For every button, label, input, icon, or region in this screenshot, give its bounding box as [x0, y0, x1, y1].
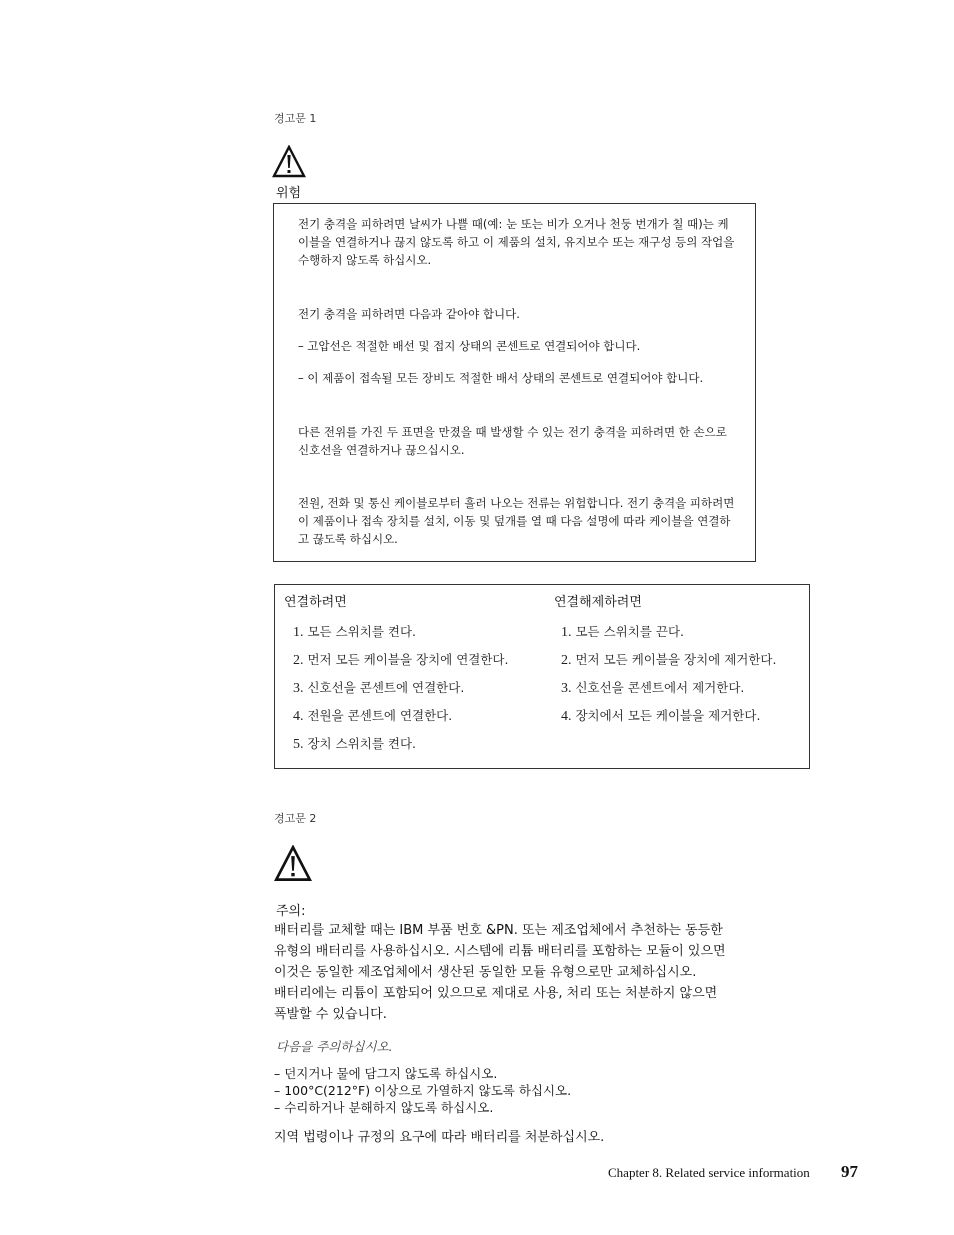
footer-chapter: Chapter 8. Related service information [608, 1165, 810, 1180]
warning-triangle-icon [274, 845, 312, 883]
connect-step: 2. 먼저 모든 케이블을 장치에 연결한다. [293, 652, 509, 668]
connect-step: 3. 신호선을 콘센트에 연결한다. [293, 680, 465, 696]
danger-paragraph: – 이 제품이 접속될 모든 장비도 적절한 배서 상태의 콘센트로 연결되어야 합니다. [298, 371, 704, 385]
danger-paragraph: – 고압선은 적절한 배선 및 접지 상태의 콘센트로 연결되어야 합니다. [298, 339, 641, 353]
connect-step: 5. 장치 스위치를 켠다. [293, 736, 417, 752]
danger-paragraph: 다른 전위를 가진 두 표면을 만졌을 때 발생할 수 있는 전기 충격을 피하려면 한 손으로 신호선을 연결하거나 끊으십시오. [298, 425, 727, 457]
danger-notice-box [273, 203, 756, 562]
caution-closing: 지역 법령이나 규정의 요구에 따라 배터리를 처분하십시오. [274, 1130, 605, 1145]
caution-item: – 100°C(212°F) 이상으로 가열하지 않도록 하십시오. [274, 1083, 572, 1098]
disconnect-heading: 연결해제하려면 [554, 595, 642, 610]
connect-step: 4. 전원을 콘센트에 연결한다. [293, 708, 453, 724]
disconnect-step: 3. 신호선을 콘센트에서 제거한다. [561, 680, 745, 696]
disconnect-step: 2. 먼저 모든 케이블을 장치에 제거한다. [561, 652, 777, 668]
caution-item: – 던지거나 물에 담그지 않도록 하십시오. [274, 1066, 498, 1081]
warning-triangle-icon [272, 145, 306, 179]
statement-2-label: 경고문 2 [274, 812, 317, 825]
caution-line: 유형의 배터리를 사용하십시오. 시스템에 리튬 배터리를 포함하는 모듈이 있으면 [274, 944, 726, 959]
danger-paragraph: 전기 충격을 피하려면 날씨가 나쁠 때(예: 눈 또는 비가 오거나 천둥 번개가 칠 때)는 케이블을 연결하거나 끊지 않도록 하고 이 제품의 설치, 유지보수 또는 재구성 등의 작업을 수행하지 않도록 하십시오. [298, 217, 735, 267]
caution-line: 이것은 동일한 제조업체에서 생산된 동일한 모듈 유형으로만 교체하십시오. [274, 965, 697, 980]
danger-paragraph: 전원, 전화 및 통신 케이블로부터 흘러 나오는 전류는 위험합니다. 전기 충격을 피하려면 이 제품이나 접속 장치를 설치, 이동 및 덮개를 열 때 다음 설명에 따라 케이블을 연결하고 끊도록 하십시오. [298, 496, 735, 546]
caution-item: – 수리하거나 분해하지 않도록 하십시오. [274, 1100, 494, 1115]
caution-line: 배터리에는 리튬이 포함되어 있으므로 제대로 사용, 처리 또는 처분하지 않으면 [274, 986, 718, 1001]
danger-paragraph: 전기 충격을 피하려면 다음과 같아야 합니다. [298, 307, 520, 321]
statement-1-label: 경고문 1 [274, 112, 317, 125]
caution-heading: 주의: [276, 904, 306, 919]
connect-heading: 연결하려면 [284, 595, 347, 610]
caution-line: 폭발할 수 있습니다. [274, 1007, 387, 1022]
connect-step: 1. 모든 스위치를 켠다. [293, 624, 417, 640]
disconnect-step: 4. 장치에서 모든 케이블을 제거한다. [561, 708, 761, 724]
caution-item-list [274, 1065, 571, 1116]
connect-disconnect-table [274, 584, 810, 769]
caution-line: 배터리를 교체할 때는 IBM 부품 번호 &PN. 또는 제조업체에서 추천하는 동등한 [274, 923, 723, 938]
disconnect-step: 1. 모든 스위치를 끈다. [561, 624, 685, 640]
caution-note: 다음을 주의하십시오. [276, 1039, 393, 1054]
page-number: 97 [841, 1162, 858, 1181]
danger-heading: 위험 [276, 186, 302, 201]
